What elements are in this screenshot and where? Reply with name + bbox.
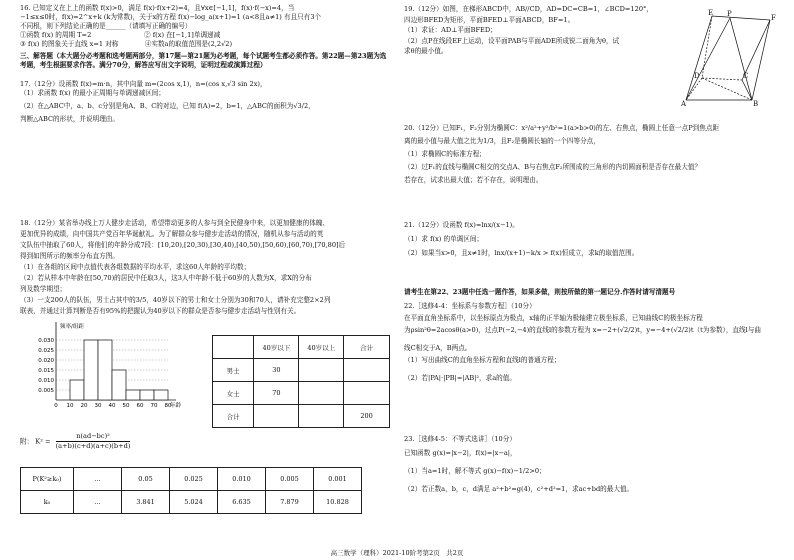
table-row <box>213 359 390 382</box>
figure-label: F <box>771 14 776 22</box>
table-cell: … <box>74 491 122 514</box>
q20-line: 若存在，试求出最大值；若不存在，说明理由。 <box>404 176 543 184</box>
q19-line: 19.（12分）如图，在梯形ABCD中，AB//CD，AD=DC=CB=1，∠BCD=120°， <box>404 5 653 13</box>
figure-label: P <box>727 10 732 18</box>
q16-line: −1≤x≤0时，f(x)=2^x+k (k为常数)，关于x的方程 f(x)−log_a(x+1)=1 (a<8且a≠1) 有且只有3个 <box>20 13 322 21</box>
q18-line: （1）在各组的区间中点值代表各组数据的平均水平，求这60人年龄的平均数； <box>20 263 251 271</box>
table-cell <box>254 405 299 428</box>
y-tick-label: 0.010 <box>38 378 54 384</box>
table-cell <box>299 382 344 405</box>
q22-line: 22.［选修4-4：坐标系与参数方程］（10分） <box>404 302 536 310</box>
table-row <box>213 382 390 405</box>
table-cell: 40岁以上 <box>299 336 344 359</box>
q18-line: 18.（12分）某省举办线上万人健步走活动，希望带动更多的人参与到全民健身中来，以更加健康的体魄、 <box>20 219 329 227</box>
figure-label: B <box>753 100 759 106</box>
question-19 <box>404 4 674 57</box>
q18-line: 列及数学期望； <box>20 285 67 293</box>
x-tick-label: 10 <box>66 403 74 409</box>
q23-line: （2）若正数a，b，c，d满足 a²+b²=g(4)，c²+d²=1，求ac+bd的最大值。 <box>404 485 634 493</box>
table-cell <box>344 359 390 382</box>
table-header-row <box>213 336 390 359</box>
q19-line: （1）求证：AD⊥平面BFED； <box>404 26 497 34</box>
table-cell: 0.010 <box>218 468 266 491</box>
solid-figure-svg <box>680 8 778 106</box>
q22-line: 线C相交于A，B两点。 <box>404 344 472 352</box>
q22-line: 在平面直角坐标系中，以坐标原点为极点，x轴的正半轴为极轴建立极坐标系，已知曲线C的极坐标方程 <box>404 314 703 322</box>
q16-option: ③ f(x) 的图象关于直线 x=1 对称 ④实数a的取值范围是(2,2√2) <box>20 40 233 48</box>
q18-line: 得到如图所示的频率分布直方图。 <box>20 252 119 260</box>
table-cell: 女士 <box>213 382 254 405</box>
q23-line: 23.［选修4-5：不等式选讲］（10分） <box>404 435 516 443</box>
q21-line: 21.（12分）设函数 f(x)=lnx/(x−1)。 <box>404 221 519 229</box>
q18-line: （3）一支200人的队伍，男士占其中的3/5，40岁以下的男士和女士分别为30和70人，请补充完整2×2列 <box>20 296 331 304</box>
figure-label: D <box>694 72 700 80</box>
table-cell <box>299 359 344 382</box>
x-tick-label: 50 <box>122 403 130 409</box>
q16-option: ①函数 f(x) 的周期 T=2 ② f(x) 在[−1,1]单调递减 <box>20 31 221 39</box>
formula-numerator: n(ad−bc)² <box>56 432 131 442</box>
table-cell <box>213 336 254 359</box>
q18-line: 联表，并通过计算判断是否有95%的把握认为40岁以下的群众是否参与健步走活动与性别有关。 <box>20 307 301 315</box>
y-tick-label: 0.020 <box>38 358 54 364</box>
table-cell: … <box>74 468 122 491</box>
formula-lhs: K² = <box>35 437 51 446</box>
table-cell: 0.005 <box>266 468 314 491</box>
question-23 <box>404 432 776 496</box>
histogram-bar <box>84 340 98 400</box>
figure-label: C <box>743 72 749 80</box>
q20-line: 离的最小值与最大值之比为1/3，且F₂是椭圆长轴的一个四等分点， <box>404 137 600 145</box>
question-18 <box>20 218 392 317</box>
figure-label: A <box>681 100 687 106</box>
table-cell: 7.879 <box>266 491 314 514</box>
q20-line: 20.（12分）已知F₁，F₂分别为椭圆C：x²/a²+y²/b²=1(a>b>0)的左、右焦点，椭圆上任意一点P到焦点距 <box>404 124 720 132</box>
y-tick-label: 0.030 <box>38 338 54 344</box>
y-tick-label: 0.005 <box>38 388 54 394</box>
y-tick-label: 0.025 <box>38 348 54 354</box>
table-cell: k₀ <box>21 491 74 514</box>
histogram-bar <box>140 390 154 400</box>
q21-line: （2）如果当x>0，且x≠1时，lnx/(x+1)−k/x > f(x)恒成立，求k的取值范围。 <box>404 249 639 257</box>
contingency-table <box>212 335 390 428</box>
y-axis-label: 频率/组距 <box>60 324 84 330</box>
x-axis-label: 年龄 <box>170 403 182 409</box>
q17-line: （2）在△ABC中，a、b、c分别是角A、B、C的对边，已知 f(A)=2，b=1，△ABC的面积为√3/2， <box>20 102 315 110</box>
section-3-heading: 三、解答题（本大题分必考题和选考题两部分，第17题—第21题为必考题，每个试题考生都必须作答。第22题—第23题为选考题，考生根据要求作答。满分70分，解答应写出文字说明，证明过程或演算过程） <box>20 52 387 69</box>
histogram-bar <box>154 390 168 400</box>
question-21 <box>404 218 776 260</box>
frequency-histogram <box>30 320 190 414</box>
q18-line: 更加优异的成绩，向中国共产党百年华诞献礼。为了解群众参与健步走活动的情况，随机从参与活动的英 <box>20 230 324 238</box>
x-tick-label: 30 <box>94 403 102 409</box>
x-tick-label: 40 <box>108 403 116 409</box>
elective-note: 请考生在第22、23题中任选一题作答，如果多做，则按所做的第一题记分.作答时请写清题号 <box>404 288 676 296</box>
q19-line: 求θ的最小值。 <box>404 47 448 55</box>
histogram-bar <box>126 390 140 400</box>
histogram-bar <box>70 380 84 400</box>
histogram-bar <box>112 370 126 400</box>
formula-fraction <box>56 432 131 451</box>
q22-line: （2）若|PA|·|PB|=|AB|²，求a的值。 <box>404 374 516 382</box>
histogram-bar <box>98 340 112 400</box>
q19-line: （2）点P在线段EF上运动，设平面PAB与平面ADE所成锐二面角为θ，试 <box>404 36 620 45</box>
table-cell: 0.025 <box>170 468 218 491</box>
table-cell: 0.05 <box>122 468 170 491</box>
q22-line: （1）写出曲线C的直角坐标方程和直线l的普通方程； <box>404 356 561 364</box>
question-22 <box>404 300 776 384</box>
q18-line: （2）若从样本中年龄在[50,70)的居民中任取3人，这3人中年龄不低于60岁的人数为X，求X的分布 <box>20 274 312 282</box>
table-cell: 30 <box>254 359 299 382</box>
question-16 <box>20 4 392 49</box>
table-cell <box>344 382 390 405</box>
table-cell: 合计 <box>213 405 254 428</box>
q19-line: 四边形BFED为矩形，平面BFED⊥平面ABCD，BF=1。 <box>404 15 575 24</box>
x-tick-label: 0 <box>54 403 58 409</box>
q18-line: 文队伍中抽取了60人，将他们的年龄分成7段：[10,20),[20,30),[30,40),[40,50),[50,60),[60,70),[70,80]后 <box>20 241 346 249</box>
formula-label: 附： <box>20 437 34 446</box>
q17-line: （1）求函数 f(x) 的最小正周期与单调递减区间； <box>20 89 165 97</box>
x-tick-label: 70 <box>150 403 158 409</box>
q20-line: （2）过F₁的直线与椭圆C相交的交点A、B与右焦点F₂所围成的三角形的内切圆面积是否存在最大值？ <box>404 163 702 171</box>
q20-line: （1）求椭圆C的标准方程； <box>404 150 486 158</box>
table-row <box>21 491 362 514</box>
q17-line: 判断△ABC的形状，并说明理由。 <box>20 115 119 123</box>
table-cell: 40岁以下 <box>254 336 299 359</box>
y-tick-label: 0.015 <box>38 368 54 374</box>
histogram-svg <box>30 320 190 414</box>
q23-line: （1）当a=1时，解不等式 g(x)−f(x)−1/2>0； <box>404 467 546 475</box>
question-20 <box>404 122 776 187</box>
table-cell: 200 <box>344 405 390 428</box>
q16-line: 不同根，则下列结论正确的是______（请填写正确的编号） <box>20 22 192 30</box>
table-cell: P(K²≥k₀) <box>21 468 74 491</box>
q22-line: 为ρsin²θ=2acosθ(a>0)，过点P(−2,−4)的直线l的参数方程为 x=−2+(√2/2)t，y=−4+(√2/2)t（t为参数），直线l与曲 <box>404 326 761 334</box>
x-tick-label: 60 <box>136 403 144 409</box>
geometry-figure <box>680 8 778 106</box>
figure-label: E <box>708 9 714 17</box>
table-cell: 合计 <box>344 336 390 359</box>
table-row <box>21 468 362 491</box>
k-squared-formula <box>20 432 220 451</box>
x-tick-label: 20 <box>80 403 88 409</box>
table-cell: 0.001 <box>314 468 362 491</box>
table-cell: 10.828 <box>314 491 362 514</box>
formula-denominator: (a+b)(c+d)(a+c)(b+d) <box>55 442 131 450</box>
x-tick-label: 80 <box>164 403 172 409</box>
q17-line: 17.（12分）设函数 f(x)=m·n，其中向量 m=(2cos x,1)，n=(cos x,√3 sin 2x)， <box>20 80 267 88</box>
table-cell: 6.635 <box>218 491 266 514</box>
table-cell: 5.024 <box>170 491 218 514</box>
table-row <box>213 405 390 428</box>
critical-value-table <box>20 467 362 514</box>
table-cell: 70 <box>254 382 299 405</box>
table-cell <box>299 405 344 428</box>
q16-line: 16. 已知定义在上上的函数 f(x)>0，满足 f(x)·f(x+2)=4，且∀x∈[−1,1]，f(x)·f(−x)=4，当 <box>20 4 295 12</box>
question-17 <box>20 80 392 124</box>
q23-line: 已知函数 g(x)=|x−2|，f(x)=|x−a|， <box>404 449 517 457</box>
table-cell: 3.841 <box>122 491 170 514</box>
table-cell: 男士 <box>213 359 254 382</box>
q21-line: （1）求 f(x) 的单调区间； <box>404 235 484 243</box>
page-footer: 高三数学（理科）2021-10阶考第2页 共2页 <box>330 549 464 557</box>
